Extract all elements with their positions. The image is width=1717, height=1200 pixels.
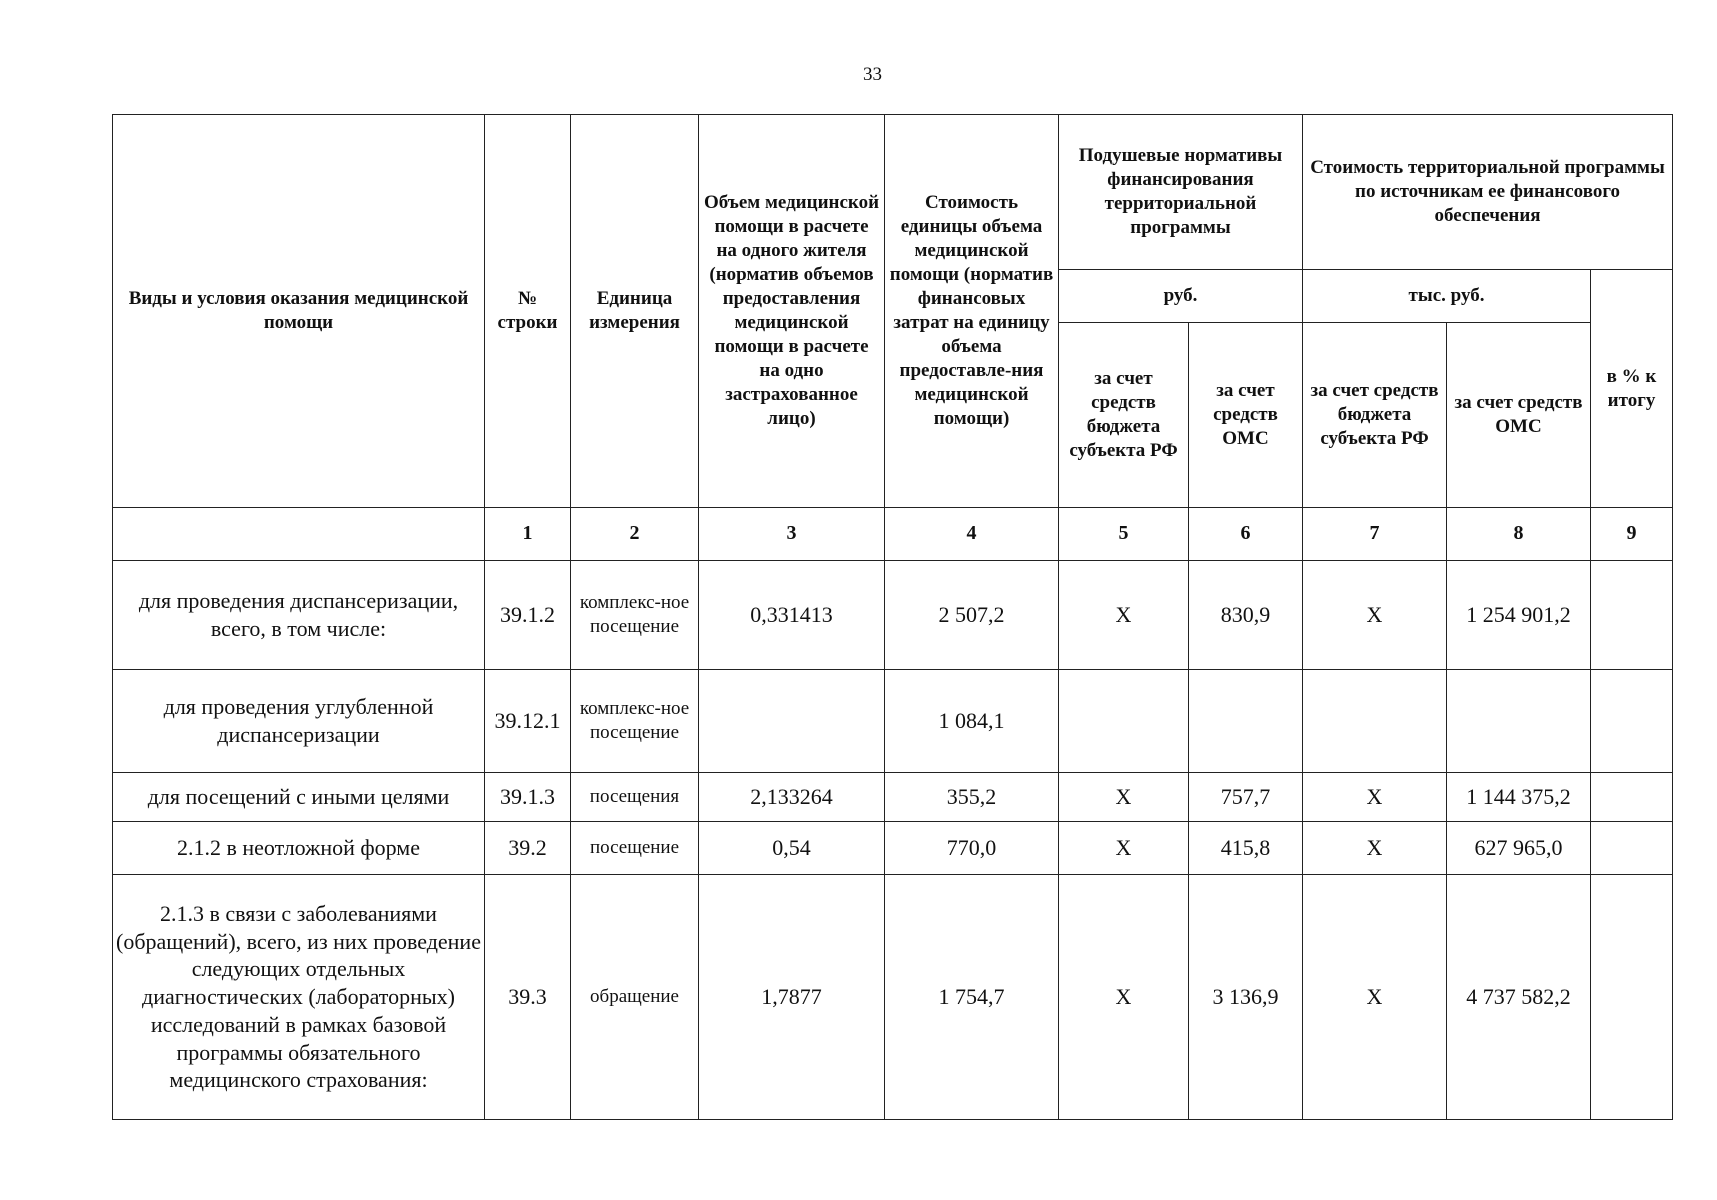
row-budget-rf-prog: Х: [1303, 822, 1447, 875]
column-number: 4: [885, 508, 1059, 561]
header-percent: в % к итогу: [1591, 270, 1673, 508]
row-oms-prog: [1447, 670, 1591, 773]
row-unit: комплекс-ное посещение: [571, 670, 699, 773]
row-cost: 2 507,2: [885, 561, 1059, 670]
header-type: Виды и условия оказания медицинской помощи: [113, 115, 485, 508]
table-row: [113, 822, 1673, 875]
row-cost: 1 754,7: [885, 875, 1059, 1120]
row-volume: 0,54: [699, 822, 885, 875]
header-oms-prog: за счет средств ОМС: [1447, 323, 1591, 508]
row-oms-prog: 4 737 582,2: [1447, 875, 1591, 1120]
header-unit-thousand-rub: тыс. руб.: [1303, 270, 1591, 323]
row-percent: [1591, 670, 1673, 773]
row-percent: [1591, 773, 1673, 822]
column-number: 6: [1189, 508, 1303, 561]
row-name: 2.1.3 в связи с заболеваниями (обращений), всего, из них проведение следующих отдельных диагностических (лабораторных) исследований в рамках базовой программы обязательного медицинского страхования:: [113, 875, 485, 1120]
row-name: для проведения диспансеризации, всего, в том числе:: [113, 561, 485, 670]
column-number: 5: [1059, 508, 1189, 561]
header-row-1: [113, 115, 1673, 270]
row-budget-rf-prog: Х: [1303, 561, 1447, 670]
row-cost: 355,2: [885, 773, 1059, 822]
row-number: 39.2: [485, 822, 571, 875]
column-number: 7: [1303, 508, 1447, 561]
row-volume: [699, 670, 885, 773]
row-oms: 3 136,9: [1189, 875, 1303, 1120]
header-volume: Объем медицинской помощи в расчете на одного жителя (норматив объемов предоставления медицинской помощи в расчете на одно застрахованное лицо): [699, 115, 885, 508]
row-number: 39.1.3: [485, 773, 571, 822]
header-unit: Единица измерения: [571, 115, 699, 508]
row-oms-prog: 627 965,0: [1447, 822, 1591, 875]
row-budget-rf: Х: [1059, 822, 1189, 875]
row-budget-rf-prog: [1303, 670, 1447, 773]
row-unit: посещение: [571, 822, 699, 875]
row-cost: 770,0: [885, 822, 1059, 875]
row-name: для проведения углубленной диспансеризации: [113, 670, 485, 773]
header-budget-rf-prog: за счет средств бюджета субъекта РФ: [1303, 323, 1447, 508]
row-budget-rf-prog: Х: [1303, 773, 1447, 822]
row-oms: [1189, 670, 1303, 773]
table-row: [113, 875, 1673, 1120]
row-oms: 415,8: [1189, 822, 1303, 875]
row-cost: 1 084,1: [885, 670, 1059, 773]
column-number: 8: [1447, 508, 1591, 561]
row-number: 39.3: [485, 875, 571, 1120]
program-cost-table: [112, 114, 1673, 1120]
row-volume: 1,7877: [699, 875, 885, 1120]
row-budget-rf: Х: [1059, 561, 1189, 670]
column-number: 3: [699, 508, 885, 561]
column-number: 9: [1591, 508, 1673, 561]
column-number: [113, 508, 485, 561]
page-number: 33: [863, 64, 882, 85]
column-number-row: [113, 508, 1673, 561]
column-number: 1: [485, 508, 571, 561]
row-unit: комплекс-ное посещение: [571, 561, 699, 670]
header-unit-rub: руб.: [1059, 270, 1303, 323]
header-percap-group: Подушевые нормативы финансирования территориальной программы: [1059, 115, 1303, 270]
header-program-group: Стоимость территориальной программы по источникам ее финансового обеспечения: [1303, 115, 1673, 270]
row-name: 2.1.2 в неотложной форме: [113, 822, 485, 875]
row-oms: 757,7: [1189, 773, 1303, 822]
row-budget-rf: Х: [1059, 875, 1189, 1120]
row-number: 39.1.2: [485, 561, 571, 670]
header-row-no: № строки: [485, 115, 571, 508]
row-oms: 830,9: [1189, 561, 1303, 670]
row-unit: обращение: [571, 875, 699, 1120]
row-budget-rf: Х: [1059, 773, 1189, 822]
row-percent: [1591, 875, 1673, 1120]
header-budget-rf: за счет средств бюджета субъекта РФ: [1059, 323, 1189, 508]
row-budget-rf-prog: Х: [1303, 875, 1447, 1120]
table-row: [113, 561, 1673, 670]
column-number: 2: [571, 508, 699, 561]
row-oms-prog: 1 144 375,2: [1447, 773, 1591, 822]
table-row: [113, 670, 1673, 773]
row-percent: [1591, 561, 1673, 670]
header-oms: за счет средств ОМС: [1189, 323, 1303, 508]
header-cost: Стоимость единицы объема медицинской помощи (норматив финансовых затрат на единицу объема предоставле-ния медицинской помощи): [885, 115, 1059, 508]
row-volume: 0,331413: [699, 561, 885, 670]
row-budget-rf: [1059, 670, 1189, 773]
row-name: для посещений с иными целями: [113, 773, 485, 822]
row-percent: [1591, 822, 1673, 875]
row-oms-prog: 1 254 901,2: [1447, 561, 1591, 670]
table-row: [113, 773, 1673, 822]
row-unit: посещения: [571, 773, 699, 822]
row-volume: 2,133264: [699, 773, 885, 822]
row-number: 39.12.1: [485, 670, 571, 773]
